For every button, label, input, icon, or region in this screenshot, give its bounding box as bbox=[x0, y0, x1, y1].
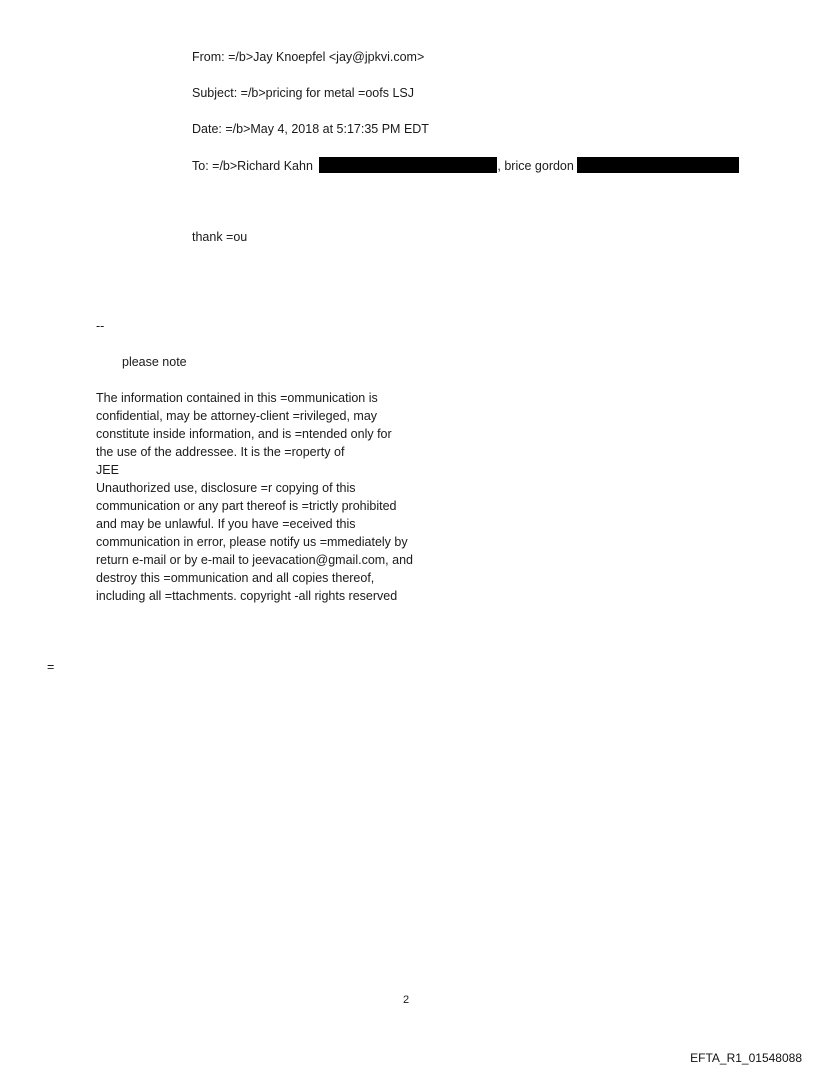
notice-line: the use of the addressee. It is the =roperty of bbox=[96, 445, 345, 459]
redaction-box bbox=[577, 157, 739, 173]
notice-line: confidential, may be attorney-client =rivileged, may bbox=[96, 409, 378, 423]
notice-line: communication in error, please notify us =mmediately by bbox=[96, 535, 408, 549]
notice-line: destroy this =ommunication and all copies thereof, bbox=[96, 571, 375, 585]
notice-line: JEE bbox=[96, 463, 119, 477]
email-subject-line: Subject: =/b>pricing for metal =oofs LSJ bbox=[192, 86, 414, 100]
confidentiality-notice bbox=[96, 389, 456, 605]
notice-line: return e-mail or by e-mail to jeevacation@gmail.com, and bbox=[96, 553, 413, 567]
notice-line: and may be unlawful. If you have =eceived this bbox=[96, 517, 356, 531]
to-prefix: To: =/b>Richard Kahn bbox=[192, 159, 313, 173]
page-number: 2 bbox=[403, 994, 410, 1006]
redaction-box bbox=[319, 157, 497, 173]
email-date-line: Date: =/b>May 4, 2018 at 5:17:35 PM EDT bbox=[192, 122, 429, 136]
please-note-text: please note bbox=[122, 355, 187, 369]
email-message: thank =ou bbox=[192, 230, 248, 244]
notice-line: Unauthorized use, disclosure =r copying of this bbox=[96, 481, 356, 495]
email-from-line: From: =/b>Jay Knoepfel <jay@jpkvi.com> bbox=[192, 50, 425, 64]
trailing-equals: = bbox=[47, 660, 55, 674]
to-separator: , brice gordon bbox=[497, 159, 574, 173]
notice-line: communication or any part thereof is =trictly prohibited bbox=[96, 499, 397, 513]
document-id: EFTA_R1_01548088 bbox=[690, 1051, 802, 1065]
notice-line: including all =ttachments. copyright -all rights reserved bbox=[96, 589, 398, 603]
notice-line: constitute inside information, and is =ntended only for bbox=[96, 427, 392, 441]
email-to-line bbox=[192, 157, 739, 174]
signature-separator: -- bbox=[96, 319, 105, 333]
notice-line: The information contained in this =ommunication is bbox=[96, 391, 378, 405]
